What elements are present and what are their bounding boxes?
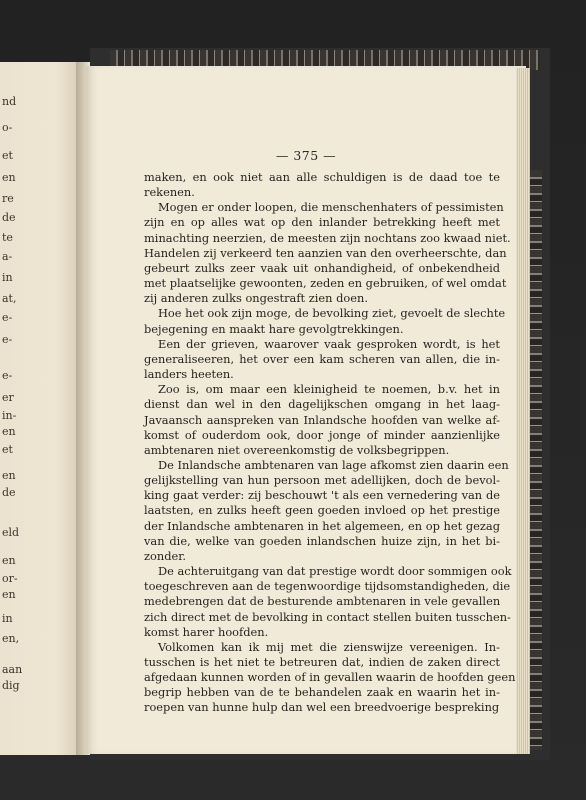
text-line: minachting neerzien, de meesten zijn nochtans zoo kwaad niet. [144, 230, 511, 245]
left-page-fragment: en [2, 171, 16, 184]
text-line: gelijkstelling van hun persoon met adellijken, doch de bevol- [144, 473, 500, 488]
text-line: zonder. [144, 548, 187, 563]
left-page-fragment: a- [2, 250, 13, 263]
text-line: landers heeten. [144, 367, 234, 382]
left-page-fragment: dig [2, 679, 20, 692]
marbled-cover-right [528, 170, 542, 750]
left-page-fragment: at, [2, 292, 17, 305]
text-line: rekenen. [144, 185, 195, 200]
text-line: king gaat verder: zij beschouwt 't als een vernedering van de [144, 488, 500, 503]
left-page [0, 62, 81, 755]
text-line: toegeschreven aan de tegenwoordige tijdsomstandigheden, die [144, 579, 511, 594]
text-line: komst of ouderdom ook, door jonge of minder aanzienlijke [144, 427, 500, 442]
text-line: zich direct met de bevolking in contact stellen buiten tusschen- [144, 609, 511, 624]
text-line: maken, en ook niet aan alle schuldigen is de daad toe te [144, 170, 500, 184]
text-line: tusschen is het niet te betreuren dat, indien de zaken direct [144, 655, 500, 669]
left-page-fragment: in [2, 612, 13, 625]
text-line: De Inlandsche ambtenaren van lage afkomst zien daarin een [158, 457, 509, 472]
right-page [86, 66, 526, 754]
left-page-fragment: e- [2, 311, 13, 324]
left-page-fragment: re [2, 192, 14, 205]
left-page-fragment: de [2, 486, 16, 499]
text-line: Volkomen kan ik mij met die zienswijze vereenigen. In- [158, 639, 500, 654]
left-page-fragment: e- [2, 333, 13, 346]
left-page-fragment: nd [2, 95, 17, 108]
left-page-fragment: o- [2, 121, 13, 134]
text-line: Een der grieven, waarover vaak gesproken wordt, is het [158, 336, 500, 351]
left-page-fragment: in- [2, 409, 17, 422]
text-line: begrip hebben van de te behandelen zaak en waarin het in- [144, 685, 500, 700]
text-line: medebrengen dat de besturende ambtenaren in vele gevallen [144, 594, 501, 609]
text-line: bejegening en maakt hare gevolgtrekkingen. [144, 321, 404, 336]
text-line: Handelen zij verkeerd ten aanzien van den overheerschte, dan [144, 245, 507, 260]
text-line: met plaatselijke gewoonten, zeden en gebruiken, of wel omdat [144, 276, 507, 291]
text-line: der Inlandsche ambtenaren in het algemeen, en op het gezag [144, 518, 500, 533]
text-line: roepen van hunne hulp dan wel een breedvoerige bespreking [144, 700, 500, 715]
text-line: komst harer hoofden. [144, 624, 269, 639]
left-page-fragment: de [2, 211, 16, 224]
left-page-fragment: en [2, 554, 16, 567]
body-text [144, 170, 516, 716]
text-line: De achteruitgang van dat prestige wordt door sommigen ook [158, 564, 512, 579]
text-line: zij anderen zulks ongestraft zien doen. [144, 291, 368, 306]
page-number: — 375 — [275, 148, 337, 163]
left-page-fragment: aan [2, 663, 23, 676]
left-page-fragment: or- [2, 572, 18, 585]
left-page-fragment: en [2, 469, 16, 482]
left-page-fragment: en, [2, 632, 20, 645]
text-line: van die, welke van goeden inlandschen huize zijn, in het bi- [144, 533, 500, 548]
text-line: Hoe het ook zijn moge, de bevolking ziet, gevoelt de slechte [158, 306, 506, 321]
text-line: gebeurt zulks zeer vaak uit onhandigheid, of onbekendheid [144, 260, 500, 275]
text-line: dienst dan wel in den dagelijkschen omgang in het laag- [144, 397, 500, 412]
left-page-fragment: e- [2, 369, 13, 382]
left-page-fragment: er [2, 391, 14, 404]
left-page-fragment: te [2, 231, 13, 244]
text-line: Zoo is, om maar een kleinigheid te noemen, b.v. het in [158, 382, 500, 397]
text-line: afgedaan kunnen worden of in gevallen waarin de hoofden geen [144, 670, 516, 685]
text-line: laatsten, en zulks heeft geen goeden invloed op het prestige [144, 503, 500, 518]
left-page-fragment: in [2, 271, 13, 284]
text-line: ambtenaren niet overeenkomstig de volksbegrippen. [144, 442, 450, 457]
left-page-fragment: et [2, 443, 13, 456]
left-page-fragment: en [2, 588, 16, 601]
left-page-fragment: et [2, 149, 13, 162]
left-page-fragment: en [2, 425, 16, 438]
text-line: zijn en op alles wat op den inlander betrekking heeft met [144, 215, 500, 230]
text-line: Javaansch aanspreken van Inlandsche hoofden van welke af- [144, 412, 500, 427]
left-page-fragment: eld [2, 526, 20, 539]
text-line: Mogen er onder loopen, die menschenhaters of pessimisten [158, 200, 504, 215]
text-line: generaliseeren, het over een kam scheren van allen, die in- [144, 351, 500, 366]
page-edges [516, 68, 530, 754]
